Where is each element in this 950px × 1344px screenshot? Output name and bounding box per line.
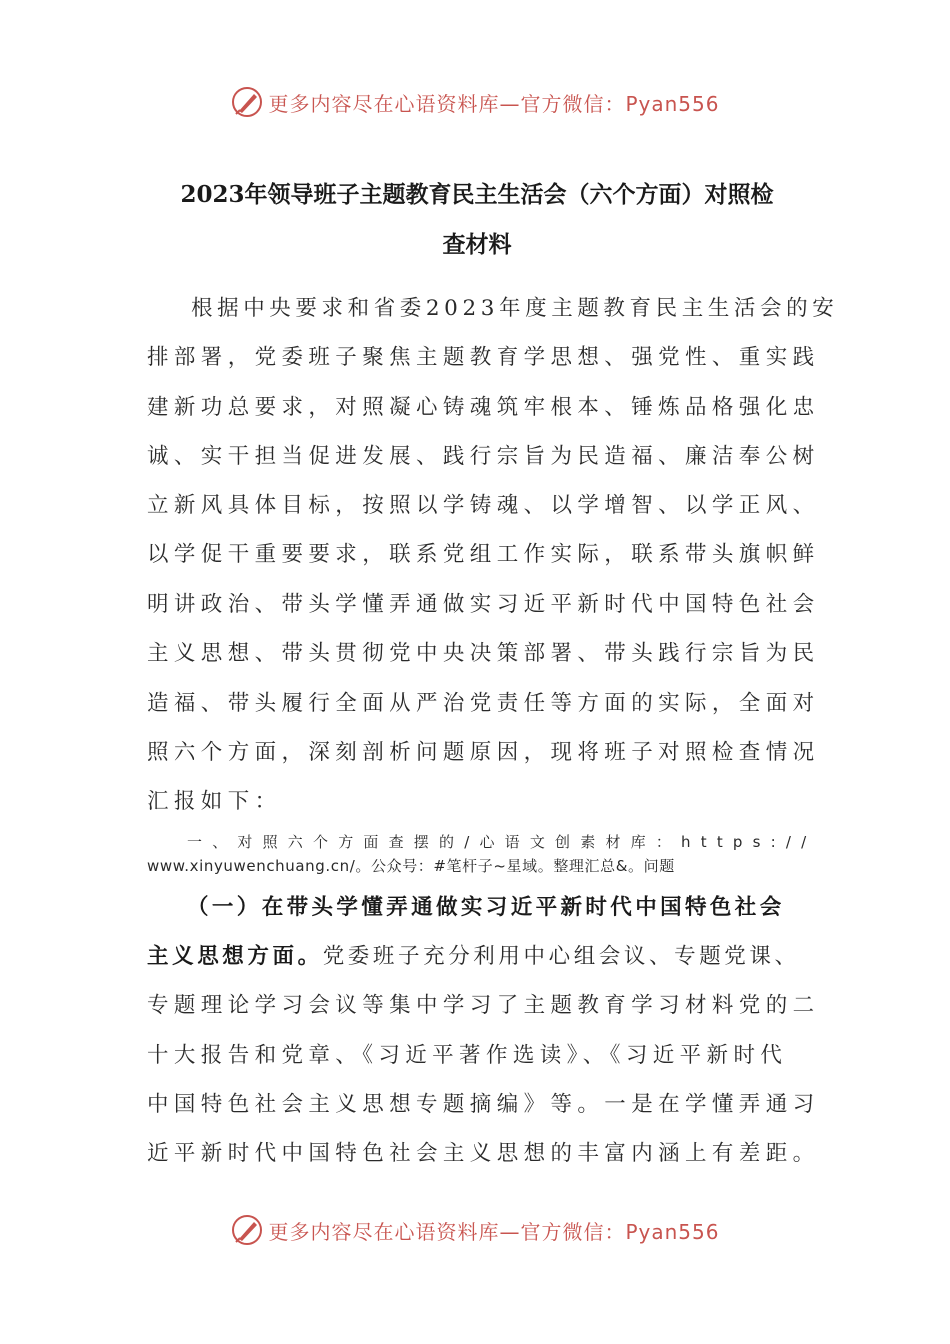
footer-watermark-banner xyxy=(0,1210,950,1250)
document-title-line2: 查材料 xyxy=(442,231,512,258)
intro-line: 照六个方面，深刻剖析问题原因，现将班子对照检查情况 xyxy=(147,740,820,765)
inserted-source-line: www.xinyuwenchuang.cn/。公众号：#笔杆子~星域。整理汇总&。问题 xyxy=(147,857,675,875)
section-line: 专题理论学习会议等集中学习了主题教育学习材料党的二 xyxy=(147,993,820,1018)
intro-line: 立新风具体目标，按照以学铸魂、以学增智、以学正风、 xyxy=(147,493,820,518)
section-heading-end: 主义思想方面。 xyxy=(147,944,323,969)
intro-line: 汇报如下： xyxy=(147,789,282,814)
brand-text: 更多内容尽在心语资料库 xyxy=(268,91,500,116)
header-watermark-banner xyxy=(0,82,950,122)
intro-line: 排部署，党委班子聚焦主题教育学思想、强党性、重实践 xyxy=(147,345,820,370)
wechat-text: —官方微信：Pyan556 xyxy=(499,91,720,116)
pen-logo-icon xyxy=(230,1213,264,1247)
intro-line: 主义思想、带头贯彻党中央决策部署、带头践行宗旨为民 xyxy=(147,641,820,666)
section-text: 党委班子充分利用中心组会议、专题党课、 xyxy=(322,944,800,969)
intro-line: 明讲政治、带头学懂弄通做实习近平新时代中国特色社会 xyxy=(147,592,820,617)
intro-line: 诚、实干担当促进发展、践行宗旨为民造福、廉洁奉公树 xyxy=(147,444,820,469)
pen-logo-icon xyxy=(230,85,264,119)
intro-line: 根据中央要求和省委2023年度主题教育民主生活会的安 xyxy=(191,296,839,321)
inserted-source-line: 一、对照六个方面查摆的/心语文创素材库：https:// xyxy=(187,833,817,851)
section-line: 十大报告和党章、《习近平著作选读》、《习近平新时代 xyxy=(147,1043,788,1068)
section-heading: （一）在带头学懂弄通做实习近平新时代中国特色社会 xyxy=(187,895,785,920)
intro-line: 以学促干重要要求，联系党组工作实际，联系带头旗帜鲜 xyxy=(147,542,820,567)
brand-text: 更多内容尽在心语资料库 xyxy=(268,1219,500,1244)
section-line: 近平新时代中国特色社会主义思想的丰富内涵上有差距。 xyxy=(147,1141,820,1166)
intro-line: 建新功总要求，对照凝心铸魂筑牢根本、锤炼品格强化忠 xyxy=(147,395,820,420)
section-first-line xyxy=(147,942,807,972)
intro-line: 造福、带头履行全面从严治党责任等方面的实际，全面对 xyxy=(147,691,820,716)
section-line: 中国特色社会主义思想专题摘编》等。一是在学懂弄通习 xyxy=(147,1092,820,1117)
wechat-text: —官方微信：Pyan556 xyxy=(499,1219,720,1244)
document-title-line1: 2023年领导班子主题教育民主生活会（六个方面）对照检 xyxy=(180,181,774,208)
